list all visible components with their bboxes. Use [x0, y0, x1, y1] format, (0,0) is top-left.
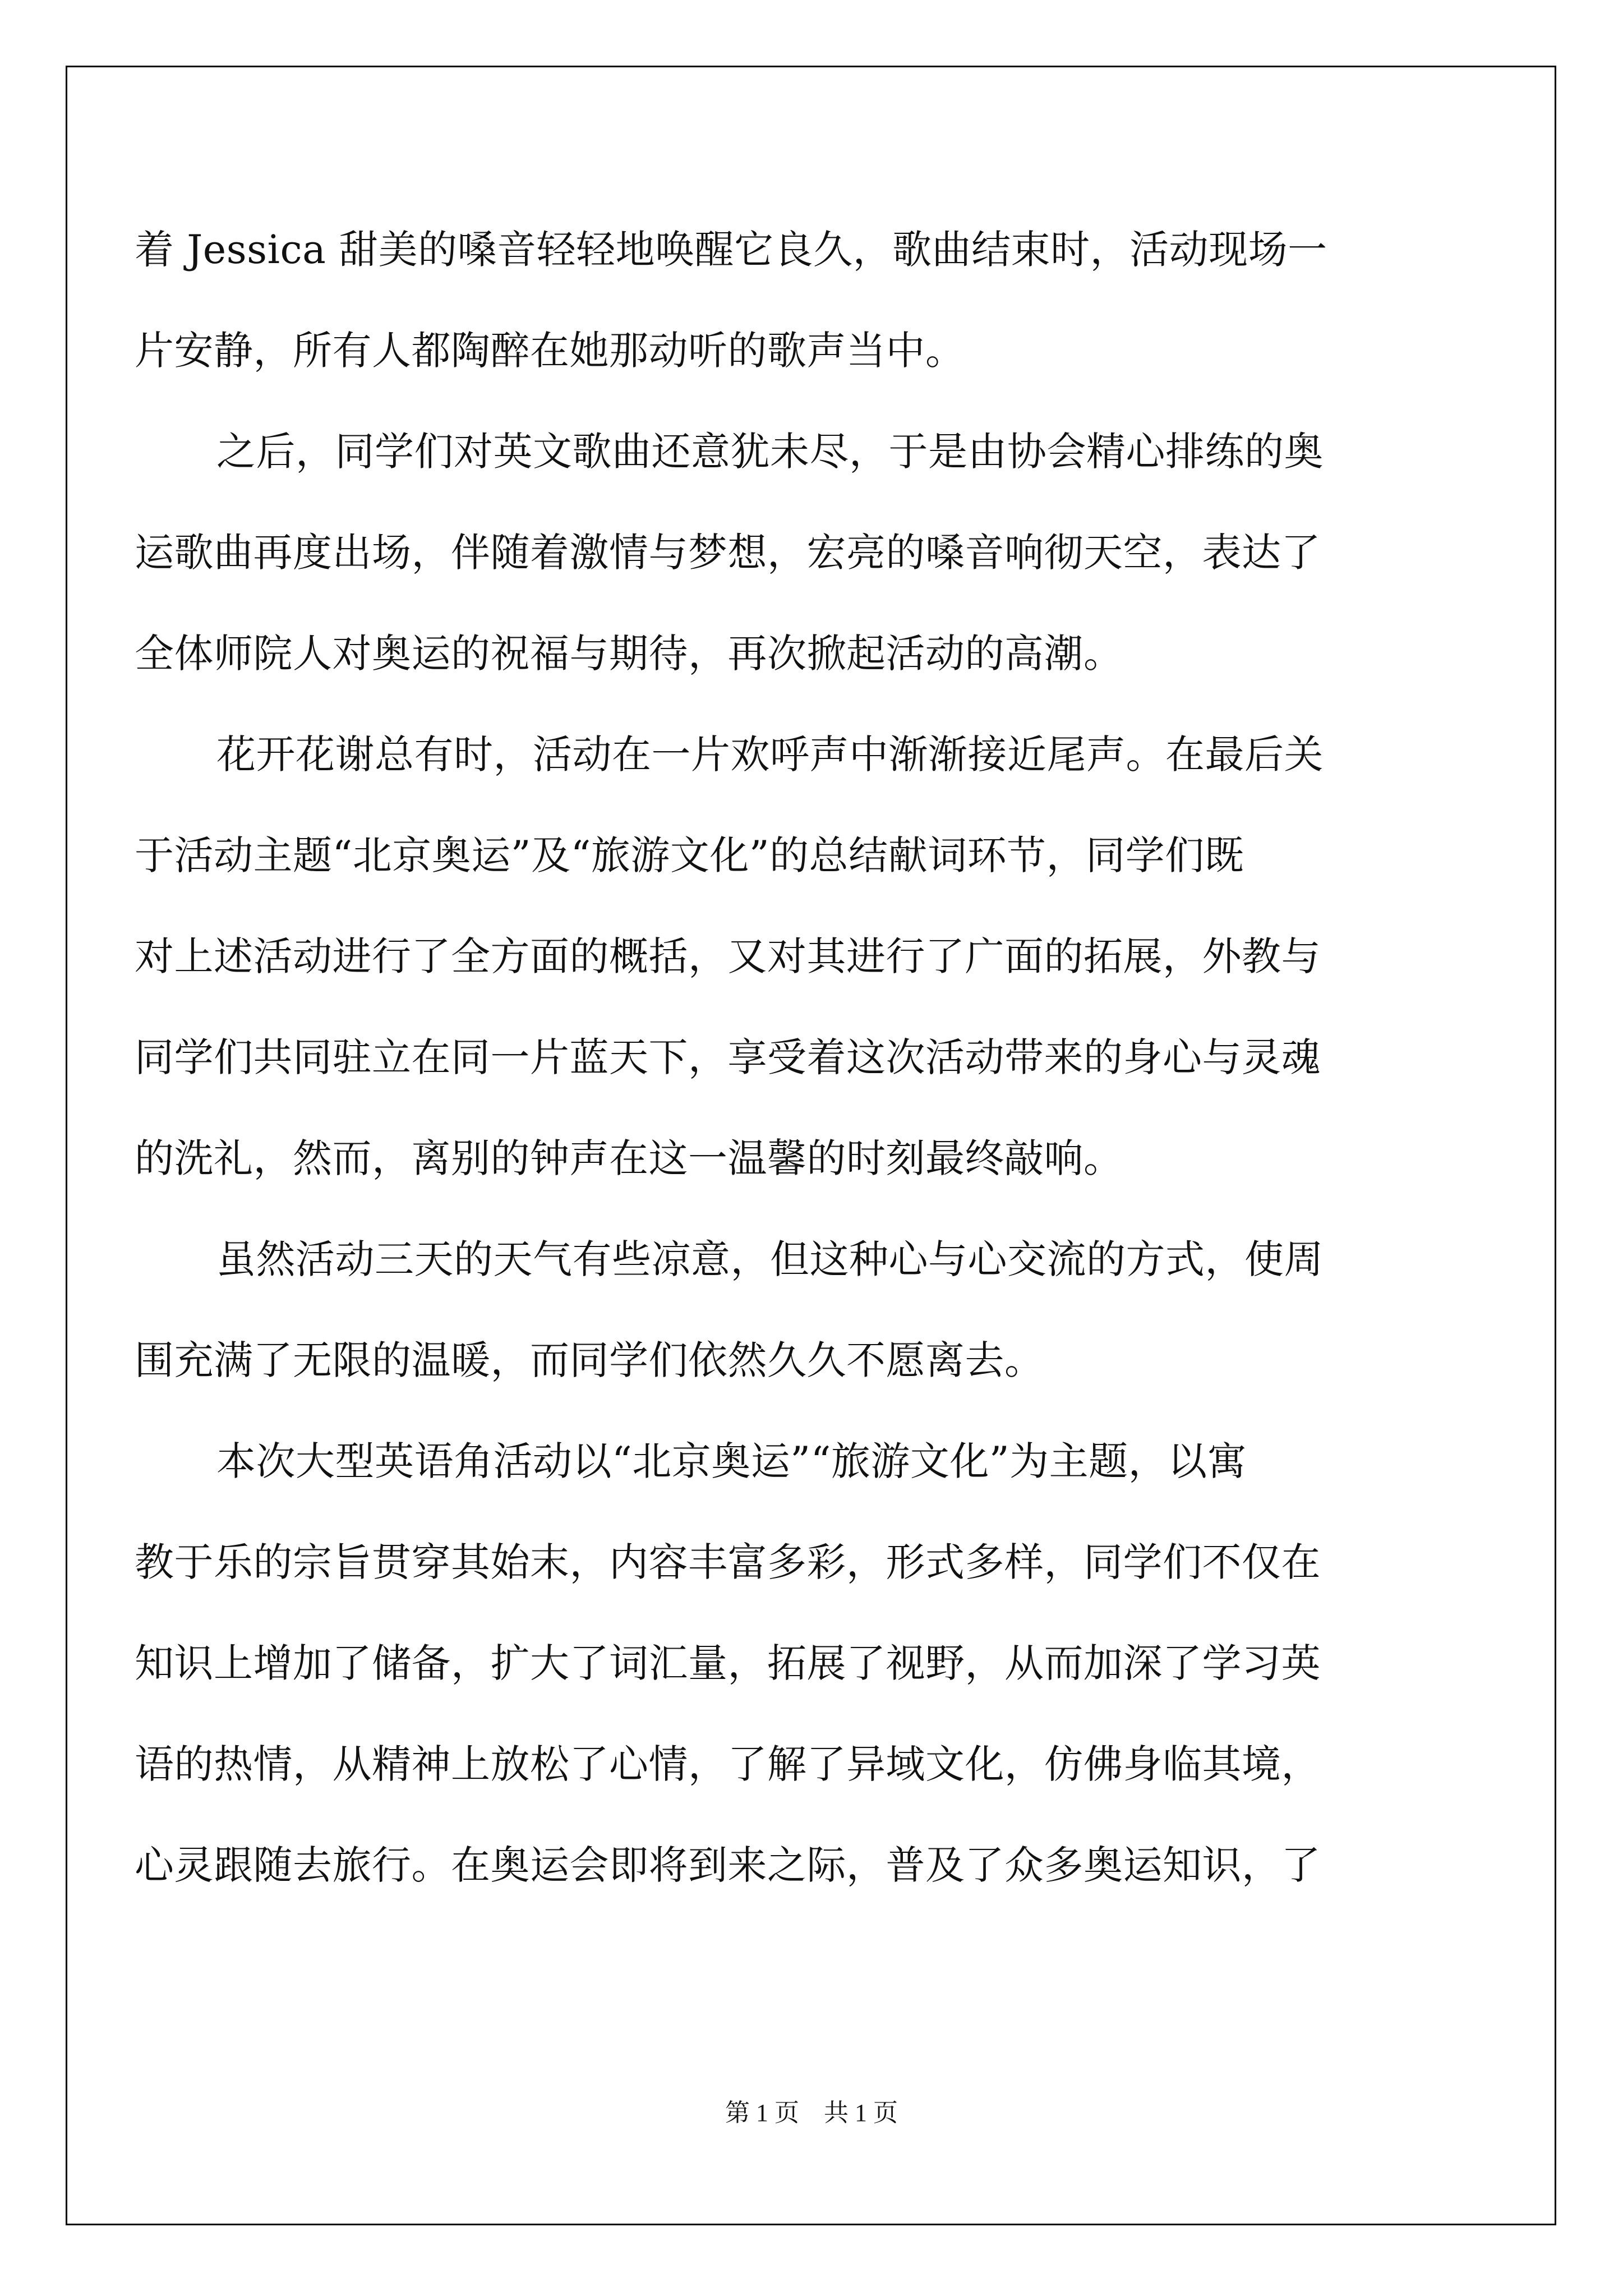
text-line: 同学们共同驻立在同一片蓝天下，享受着这次活动带来的身心与灵魂 [135, 1034, 1321, 1080]
text-line: 着 Jessica 甜美的嗓音轻轻地唤醒它良久，歌曲结束时，活动现场一 [135, 227, 1327, 273]
text-line: 知识上增加了储备，扩大了词汇量，拓展了视野，从而加深了学习英 [135, 1640, 1321, 1686]
text-line: 对上述活动进行了全方面的概括，又对其进行了广面的拓展，外教与 [135, 933, 1321, 979]
text-line: 虽然活动三天的天气有些凉意，但这种心与心交流的方式，使周 [216, 1236, 1324, 1282]
text-line: 围充满了无限的温暖，而同学们依然久久不愿离去。 [135, 1337, 1044, 1383]
text-line: 的洗礼，然而，离别的钟声在这一温馨的时刻最终敲响。 [135, 1135, 1123, 1181]
text-line: 全体师院人对奥运的祝福与期待，再次掀起活动的高潮。 [135, 631, 1123, 677]
text-line: 教于乐的宗旨贯穿其始末，内容丰富多彩，形式多样，同学们不仅在 [135, 1539, 1321, 1585]
text-line: 之后，同学们对英文歌曲还意犹未尽，于是由协会精心排练的奥 [216, 429, 1324, 475]
text-line: 花开花谢总有时，活动在一片欢呼声中渐渐接近尾声。在最后关 [216, 731, 1324, 777]
document-body [135, 199, 1424, 1916]
text-line: 语的热情，从精神上放松了心情，了解了异域文化，仿佛身临其境， [135, 1741, 1321, 1787]
text-line: 片安静，所有人都陶醉在她那动听的歌声当中。 [135, 328, 965, 374]
text-line: 心灵跟随去旅行。在奥运会即将到来之际，普及了众多奥运知识，了 [135, 1842, 1321, 1888]
text-line: 运歌曲再度出场，伴随着激情与梦想，宏亮的嗓音响彻天空，表达了 [135, 530, 1321, 576]
text-line: 于活动主题“北京奥运”及“旅游文化”的总结献词环节，同学们既 [135, 832, 1244, 878]
text-line: 本次大型英语角活动以“北京奥运”“旅游文化”为主题，以寓 [216, 1438, 1247, 1484]
page-number-footer: 第 1 页 共 1 页 [725, 2099, 898, 2127]
